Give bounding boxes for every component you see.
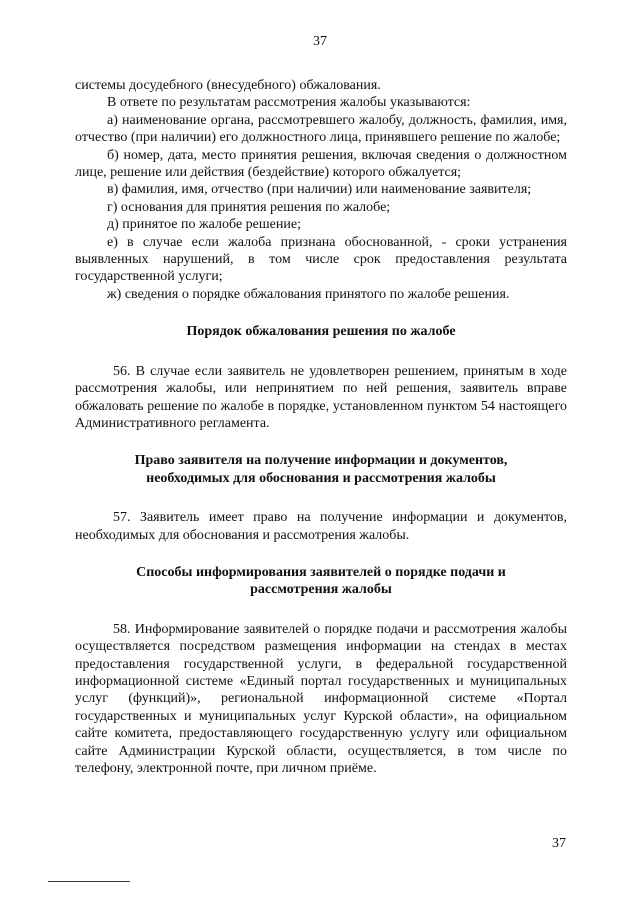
heading-58-line1: Способы информирования заявителей о порядке подачи и — [136, 564, 506, 580]
heading-section-58 — [75, 564, 567, 599]
heading-section-56: Порядок обжалования решения по жалобе — [186, 324, 456, 340]
list-item-g: г) основания для принятия решения по жалобе; — [107, 199, 391, 215]
paragraph-response-intro: В ответе по результатам рассмотрения жалобы указываются: — [107, 95, 471, 111]
heading-57-line1: Право заявителя на получение информации и документов, — [134, 453, 508, 469]
paragraph-58: 58. Информирование заявителей о порядке подачи и рассмотрения жалобы осуществляется посредством размещения информации на стендах в местах предоставления государственной услуги, в федеральной государственной информационной системе «Единый портал государственных и муниципальных услуг (функций)», региональной информационной системе «Портал государственных и муниципальных услуг Курской области», на официальном сайте комитета, предоставляющего государственную услугу или официальном сайте Администрации Курской области, осуществляется, в том числе по телефону, электронной почте, при личном приёме. — [75, 621, 567, 776]
page-content — [75, 77, 567, 777]
heading-57-line2: необходимых для обоснования и рассмотрения жалобы — [146, 470, 496, 486]
paragraph-continuation: системы досудебного (внесудебного) обжалования. — [75, 78, 381, 93]
paragraph-57: 57. Заявитель имеет право на получение информации и документов, необходимых для обоснования и рассмотрения жалобы. — [75, 510, 567, 543]
page-number-bottom: 37 — [552, 836, 566, 851]
heading-section-57 — [75, 452, 567, 487]
list-item-v: в) фамилия, имя, отчество (при наличии) или наименование заявителя; — [107, 182, 532, 198]
list-item-d: д) принятое по жалобе решение; — [107, 217, 301, 233]
heading-58-line2: рассмотрения жалобы — [250, 582, 392, 598]
paragraph-56: 56. В случае если заявитель не удовлетворен решением, принятым в ходе рассмотрения жалобы, или непринятием по ней решения, заявитель вправе обжаловать решение по жалобе в порядке, установленном пунктом 54 настоящего Административного регламента. — [75, 363, 567, 431]
list-item-a: а) наименование органа, рассмотревшего жалобу, должность, фамилия, имя, отчество (при наличии) его должностного лица, принявшего решение по жалобе; — [75, 112, 567, 146]
page-number-top: 37 — [313, 34, 327, 49]
list-item-zh: ж) сведения о порядке обжалования принятого по жалобе решения. — [107, 286, 510, 302]
footer-rule — [48, 881, 130, 882]
list-item-e: е) в случае если жалоба признана обоснованной, - сроки устранения выявленных нарушений, в том числе срок предоставления результата государственной услуги; — [75, 234, 567, 285]
list-item-b: б) номер, дата, место принятия решения, включая сведения о должностном лице, решение или действия (бездействие) которого обжалуется; — [75, 147, 567, 181]
